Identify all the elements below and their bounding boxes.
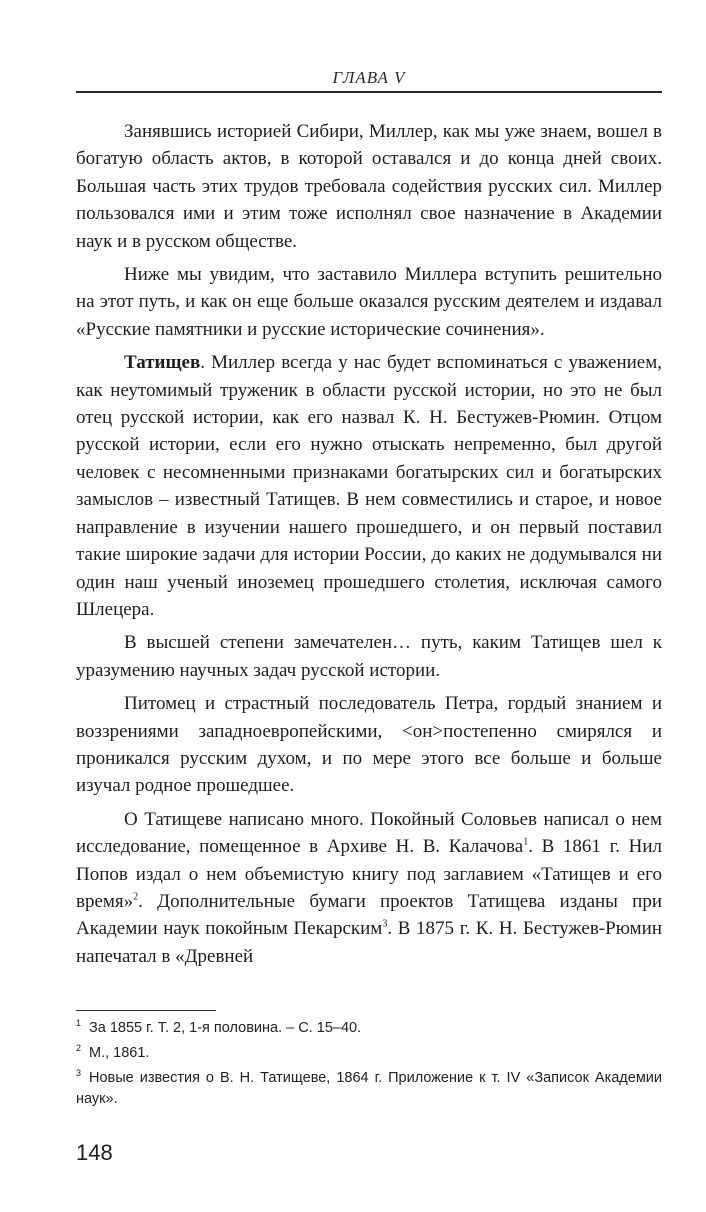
paragraph-6-part-c: . Дополнительные бумаги проектов Татищева изданы при Академии наук покойным Пекарским bbox=[76, 890, 662, 940]
paragraph-4: В высшей степени замечателен… путь, каким Татищев шел к уразумению научных задач русской истории. bbox=[76, 632, 662, 681]
running-title: ГЛАВА V bbox=[332, 68, 406, 87]
footnote-1 bbox=[76, 1018, 662, 1039]
main-text bbox=[76, 118, 662, 976]
paragraph-6-part-b: . В 1861 г. Нил Попов издал о нем объемистую книгу под заглавием «Татищев и его время» bbox=[76, 836, 662, 912]
footnotes bbox=[76, 1018, 662, 1114]
footnote-3-mark: 3 bbox=[76, 1068, 82, 1079]
paragraph-6-part-a: О Татищеве написано много. Покойный Соловьев написал о нем исследование, помещенное в Архиве Н. В. Калачова bbox=[76, 808, 662, 858]
footnote-1-mark: 1 bbox=[76, 1018, 82, 1029]
footnote-3-text: Новые известия о В. Н. Татищеве, 1864 г. Приложение к т. IV «Записок Академии наук». bbox=[76, 1070, 662, 1107]
page-number: 148 bbox=[76, 1140, 113, 1165]
paragraph-3-text: . Миллер всегда у нас будет вспоминаться с уважением, как неутомимый труженик в области русской истории, но это не был отец русской истории, как его назвал К. Н. Бестужев-Рюмин. Отцом русской истории, если его нужно отыскать непременно, был другой человек с несомненными признаками богатырских сил и богатырских замыслов – известный Татищев. В нем совместились и старое, и новое направление в изучении нашего прошедшего, и он первый поставил такие широкие задачи для истории России, до каких не додумывался ни один наш ученый иноземец прошедшего столетия, исключая самого Шлецера. bbox=[76, 352, 662, 620]
header-rule bbox=[76, 91, 662, 93]
footnote-ref-2[interactable]: 2 bbox=[133, 891, 139, 903]
footnote-2-text: М., 1861. bbox=[89, 1045, 150, 1061]
paragraph-3 bbox=[76, 349, 662, 623]
footnote-2-mark: 2 bbox=[76, 1043, 82, 1054]
section-heading-tatishchev: Татищев bbox=[124, 352, 201, 374]
paragraph-6-part-d: . В 1875 г. К. Н. Бестужев-Рюмин напечатал в «Древней bbox=[76, 918, 662, 967]
paragraph-2: Ниже мы увидим, что заставило Миллера вступить решительно на этот путь, и как он еще больше оказался русским деятелем и издавал «Русские памятники и русские исторические сочинения». bbox=[76, 264, 662, 340]
paragraph-6 bbox=[76, 806, 662, 970]
paragraph-5: Питомец и страстный последователь Петра, гордый знанием и воззрениями западноевропейскими, <он>постепенно смирялся и проникался русским духом, и по мере этого все больше и больше изучал родное прошедшее. bbox=[76, 693, 662, 797]
footnote-1-text: За 1855 г. Т. 2, 1-я половина. – С. 15–40. bbox=[89, 1020, 362, 1036]
footnote-ref-3[interactable]: 3 bbox=[382, 919, 388, 931]
footnote-rule bbox=[76, 1010, 216, 1011]
footnote-2 bbox=[76, 1043, 662, 1064]
footnote-3 bbox=[76, 1068, 662, 1110]
footnote-ref-1[interactable]: 1 bbox=[523, 836, 529, 848]
paragraph-1: Занявшись историей Сибири, Миллер, как мы уже знаем, вошел в богатую область актов, в которой оставался и до конца дней своих. Большая часть этих трудов требовала содействия русских сил. Миллер пользовался ими и этим тоже исполнял свое назначение в Академии наук и в русском обществе. bbox=[76, 121, 662, 252]
